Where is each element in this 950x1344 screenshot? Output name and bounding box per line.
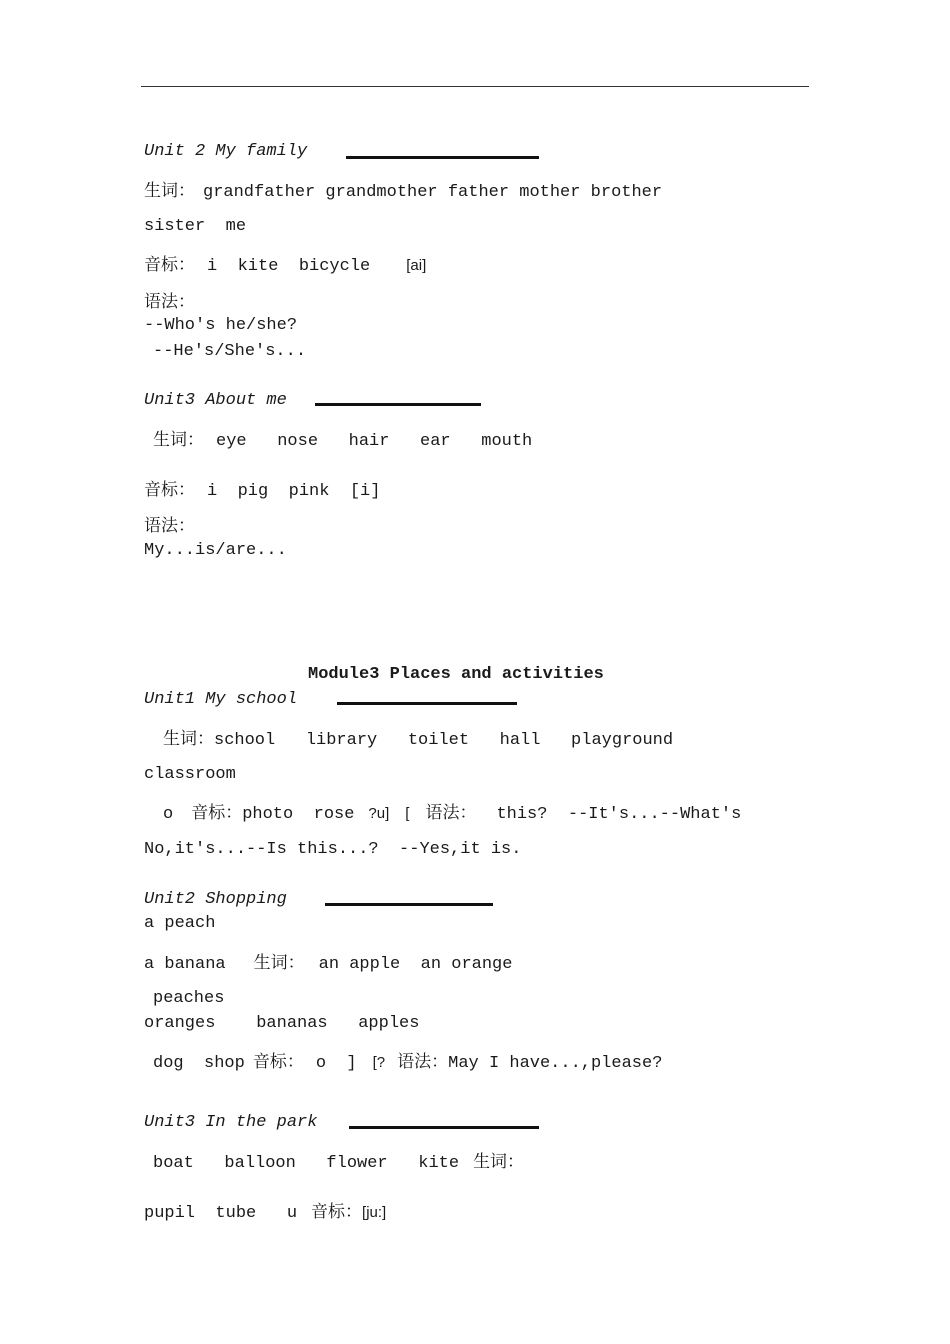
phonetics-words: i pig pink [i] [207,482,381,501]
phonetics-label: 音标： [191,803,243,823]
phonetics-line [144,1202,386,1224]
vocab-label: 生词： [163,729,214,749]
grammar-line: --He's/She's... [153,342,307,361]
vocab-line [153,430,532,452]
grammar-line: No,it's...--Is this...? --Yes,it is. [144,840,522,859]
vocab-words: a peach [144,914,216,933]
grammar-text: this? --It's...--What's [496,805,742,824]
phonetics-words: dog shop [153,1054,245,1073]
phonetics-label: 音标： [252,1052,304,1072]
phonetic-symbol: ?u] [368,805,390,822]
header-rule [141,86,809,87]
title-blank-line [337,702,517,705]
vocab-label: 生词： [144,181,195,201]
phonetics-text: o ] [315,1054,357,1073]
vocab-line [144,953,512,975]
vocab-words: an apple an orange [318,955,513,974]
vocab-words: a banana [144,955,226,974]
unit-title: Unit1 My school [144,690,298,709]
vocab-line [144,181,662,203]
unit-title: Unit2 Shopping [144,890,287,909]
vocab-words: eye nose hair ear mouth [216,432,533,451]
vocab-words: school library toilet hall playground [214,731,674,750]
unit-title: Unit3 About me [144,391,287,410]
vocab-words: grandfather grandmother father mother brother [203,183,663,202]
grammar-text: May I have...,please? [448,1054,663,1073]
phonetics-line [144,480,380,502]
grammar-label: 语法： [397,1052,449,1072]
unit-title: Unit3 In the park [144,1113,318,1132]
vocab-label: 生词： [473,1152,525,1172]
module-title: Module3 Places and activities [308,665,604,684]
phonetic-bracket: [ [405,805,410,822]
phonetics-words: pupil tube u [144,1204,298,1223]
grammar-label: 语法： [144,516,195,536]
vocab-words-cont: classroom [144,765,236,784]
grammar-line: --Who's he/she? [144,316,298,335]
phonetic-symbol: [ju:] [362,1204,387,1221]
unit-title: Unit 2 My family [144,142,308,161]
vocab-label: 生词： [153,430,204,450]
phonetics-words: photo rose [242,805,355,824]
vocab-line [163,729,673,751]
vocab-words-cont: sister me [144,217,247,236]
phonetics-label: 音标： [144,255,195,275]
vocab-line [153,1152,524,1174]
phonetics-label: 音标： [144,480,195,500]
phonetic-symbol: [ai] [406,257,427,274]
phonetics-words: i kite bicycle [207,257,371,276]
title-blank-line [315,403,481,406]
grammar-label: 语法： [144,292,195,312]
mixed-line [163,803,741,825]
letter-text: o [163,805,174,824]
title-blank-line [349,1126,539,1129]
vocab-words: oranges bananas apples [144,1014,420,1033]
title-blank-line [325,903,493,906]
mixed-line [153,1052,662,1074]
vocab-label: 生词： [253,953,305,973]
phonetics-label: 音标： [311,1202,363,1222]
vocab-words: boat balloon flower kite [153,1154,460,1173]
phonetics-line [144,255,426,277]
phonetic-symbol: [? [372,1054,386,1071]
grammar-label: 语法： [425,803,477,823]
title-blank-line [346,156,539,159]
grammar-line: My...is/are... [144,541,287,560]
vocab-words: peaches [153,989,225,1008]
